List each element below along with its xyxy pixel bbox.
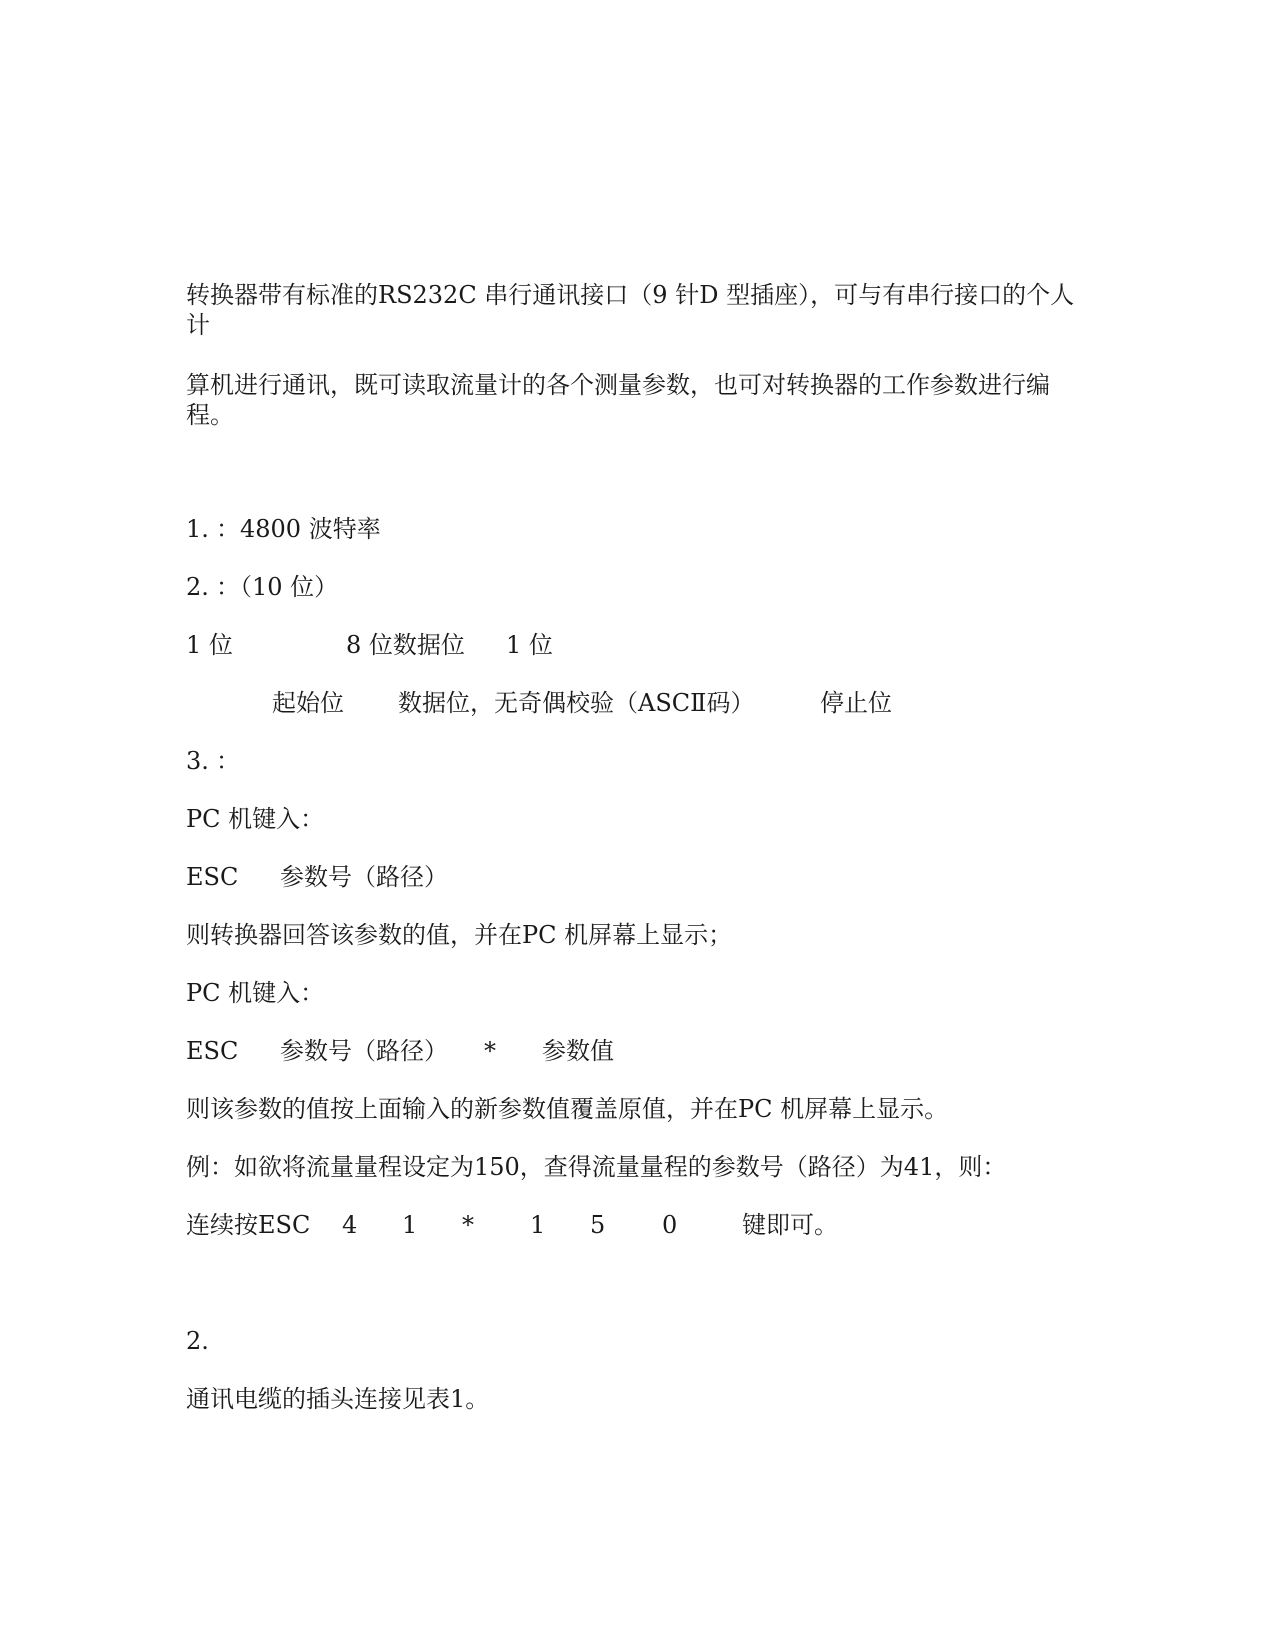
sequence-key: 1 [530,1211,546,1239]
sequence-suffix: 键即可。 [742,1211,838,1239]
start-bit-count: 1 位 [186,631,233,659]
read-esc-key: ESC [186,863,239,891]
write-star: * [484,1037,496,1065]
pc-input-2: PC 机键入： [186,979,325,1007]
item-3-number: 3. [186,747,209,775]
intro-paragraph-1: 转换器带有标准的RS232C 串行通讯接口（9 针D 型插座），可与有串行接口的个人计 [186,281,1075,339]
item-3-text: ： [216,747,240,775]
start-bit-label: 起始位 [272,689,344,717]
stop-bit-count: 1 位 [506,631,553,659]
sequence-key: 1 [402,1211,418,1239]
sequence-prefix: 连续按ESC [186,1211,311,1239]
section-2-text: 通讯电缆的插头连接见表1。 [186,1385,490,1413]
write-result: 则该参数的值按上面输入的新参数值覆盖原值，并在PC 机屏幕上显示。 [186,1095,949,1123]
item-2-number: 2. [186,573,209,601]
pc-input-1: PC 机键入： [186,805,325,833]
item-1-number: 1. [186,515,209,543]
example-line: 例：如欲将流量量程设定为150，查得流量量程的参数号（路径）为41，则： [186,1153,1007,1181]
data-bit-label: 数据位，无奇偶校验（ASCⅡ码） [398,689,755,717]
stop-bit-label: 停止位 [820,689,892,717]
intro-paragraph-2: 算机进行通讯，既可读取流量计的各个测量参数，也可对转换器的工作参数进行编程。 [186,371,1050,429]
write-value: 参数值 [542,1037,614,1065]
sequence-key: 0 [662,1211,678,1239]
sequence-key: * [462,1211,474,1239]
read-result: 则转换器回答该参数的值，并在PC 机屏幕上显示； [186,921,733,949]
sequence-key: 5 [590,1211,606,1239]
write-param: 参数号（路径） [280,1037,448,1065]
item-1-text: ：4800 波特率 [216,515,381,543]
sequence-key: 4 [342,1211,358,1239]
item-2-text: ：（10 位） [216,573,339,601]
write-esc-key: ESC [186,1037,239,1065]
data-bit-count: 8 位数据位 [346,631,465,659]
section-2-number: 2. [186,1327,209,1355]
read-param: 参数号（路径） [280,863,448,891]
